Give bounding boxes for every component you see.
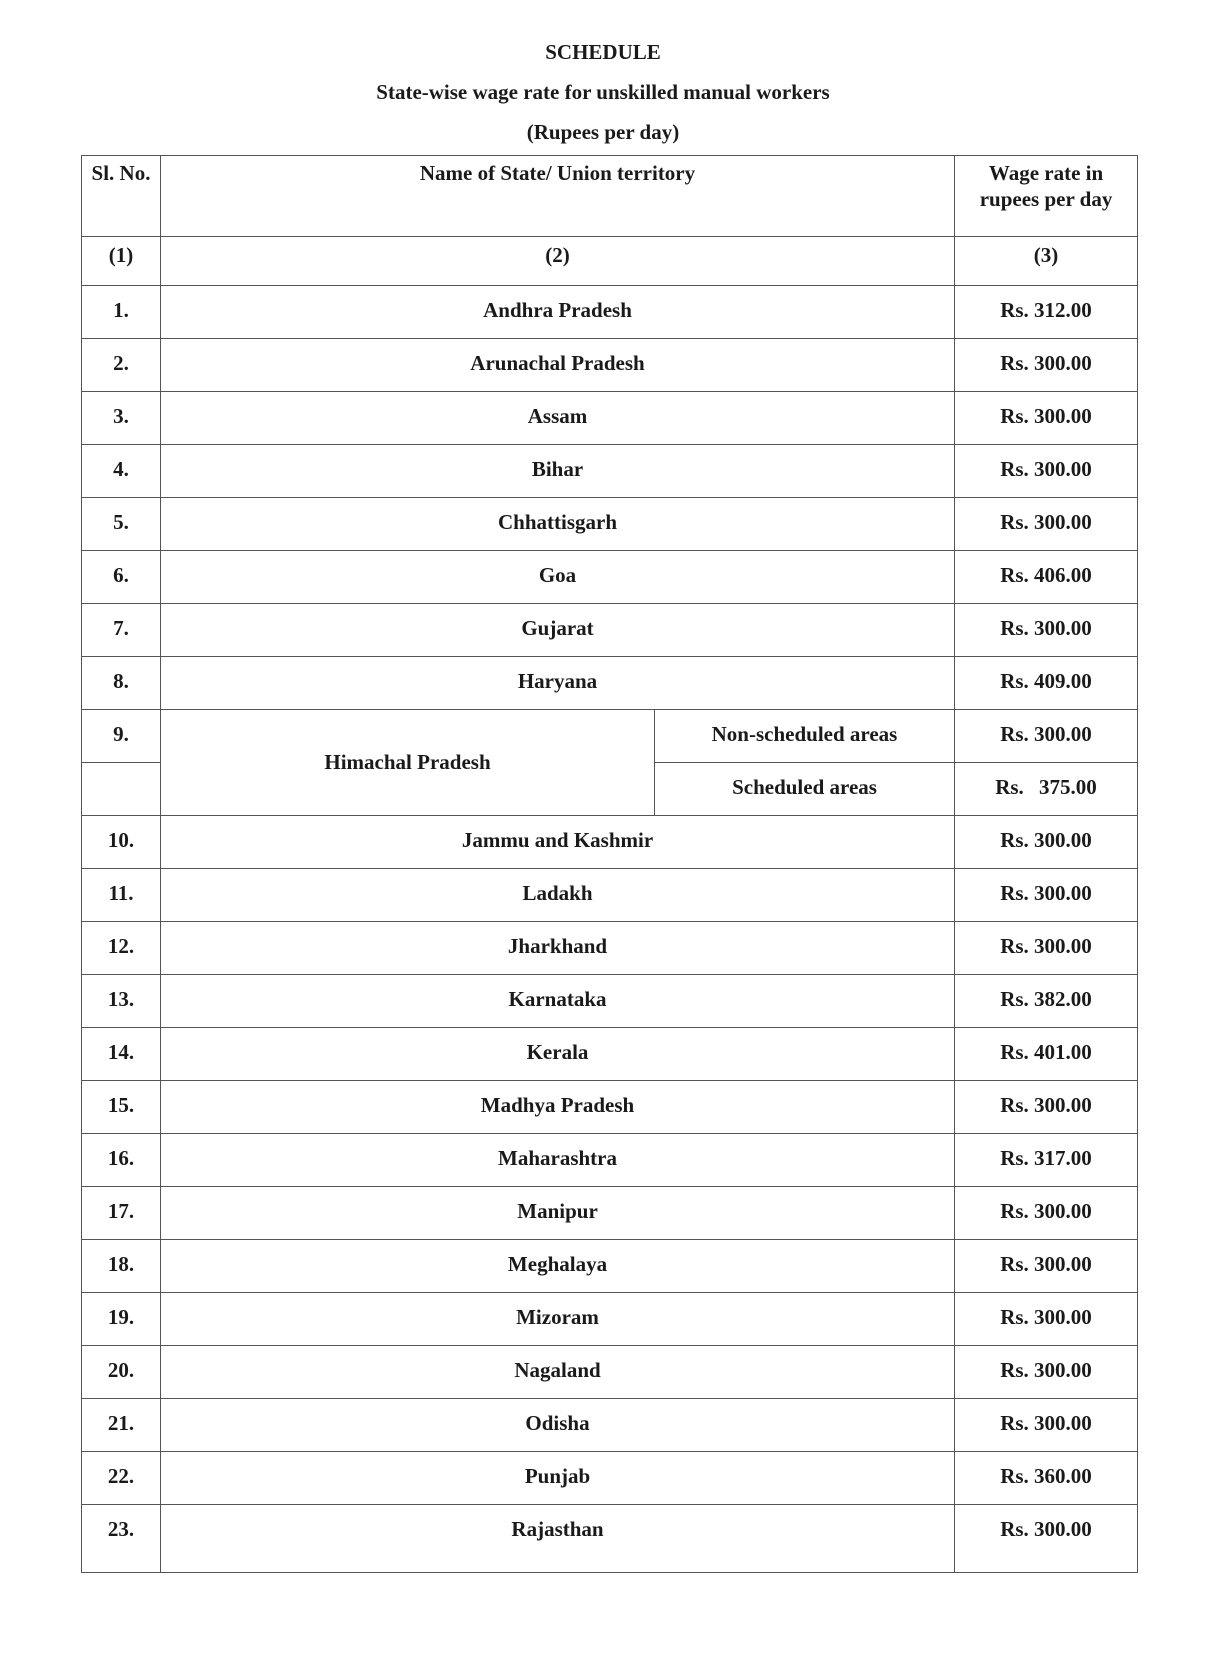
wage-rate-cell: Rs. 300.00 <box>955 1187 1138 1240</box>
column-number: (2) <box>161 237 955 286</box>
serial-number-cell <box>82 763 161 816</box>
wage-rate-cell: Rs. 300.00 <box>955 498 1138 551</box>
wage-rate-cell: Rs. 300.00 <box>955 922 1138 975</box>
state-name-cell: Ladakh <box>161 869 955 922</box>
area-type-cell: Non-scheduled areas <box>655 710 955 763</box>
table-row <box>82 498 1138 551</box>
state-name-cell: Karnataka <box>161 975 955 1028</box>
wage-rate-cell: Rs. 375.00 <box>955 763 1138 816</box>
serial-number-cell: 11. <box>82 869 161 922</box>
state-name-cell: Punjab <box>161 1452 955 1505</box>
serial-number-cell: 19. <box>82 1293 161 1346</box>
table-row <box>82 551 1138 604</box>
state-name-cell: Bihar <box>161 445 955 498</box>
state-name-cell: Chhattisgarh <box>161 498 955 551</box>
table-row <box>82 1346 1138 1399</box>
wage-rate-cell: Rs. 300.00 <box>955 869 1138 922</box>
state-name-cell: Jharkhand <box>161 922 955 975</box>
header-wage-rate: Wage rate in rupees per day <box>955 156 1138 237</box>
header-sl-no: Sl. No. <box>82 156 161 237</box>
table-row <box>82 1028 1138 1081</box>
state-name-cell: Arunachal Pradesh <box>161 339 955 392</box>
state-name-cell: Odisha <box>161 1399 955 1452</box>
state-name-cell: Jammu and Kashmir <box>161 816 955 869</box>
serial-number-cell: 7. <box>82 604 161 657</box>
table-header-row <box>82 156 1138 237</box>
state-name-cell: Andhra Pradesh <box>161 286 955 339</box>
serial-number-cell: 23. <box>82 1505 161 1573</box>
table-row <box>82 286 1138 339</box>
serial-number-cell: 17. <box>82 1187 161 1240</box>
serial-number-cell: 1. <box>82 286 161 339</box>
table-row <box>82 1399 1138 1452</box>
column-number-row <box>82 237 1138 286</box>
wage-rate-cell: Rs. 300.00 <box>955 816 1138 869</box>
wage-rate-cell: Rs. 406.00 <box>955 551 1138 604</box>
serial-number-cell: 13. <box>82 975 161 1028</box>
serial-number-cell: 12. <box>82 922 161 975</box>
header-state-name: Name of State/ Union territory <box>161 156 955 237</box>
table-row <box>82 657 1138 710</box>
table-row <box>82 869 1138 922</box>
state-name-cell: Haryana <box>161 657 955 710</box>
wage-rate-table <box>81 155 1138 1573</box>
serial-number-cell: 9. <box>82 710 161 763</box>
wage-rate-cell: Rs. 300.00 <box>955 392 1138 445</box>
serial-number-cell: 21. <box>82 1399 161 1452</box>
table-row <box>82 1293 1138 1346</box>
wage-rate-cell: Rs. 312.00 <box>955 286 1138 339</box>
wage-rate-cell: Rs. 300.00 <box>955 710 1138 763</box>
table-row <box>82 1134 1138 1187</box>
wage-rate-cell: Rs. 300.00 <box>955 445 1138 498</box>
table-row <box>82 975 1138 1028</box>
wage-rate-cell: Rs. 317.00 <box>955 1134 1138 1187</box>
column-number: (1) <box>82 237 161 286</box>
serial-number-cell: 14. <box>82 1028 161 1081</box>
serial-number-cell: 15. <box>82 1081 161 1134</box>
table-row <box>82 1452 1138 1505</box>
state-name-cell: Manipur <box>161 1187 955 1240</box>
wage-rate-cell: Rs. 300.00 <box>955 1505 1138 1573</box>
schedule-title: SCHEDULE <box>545 40 661 64</box>
serial-number-cell: 6. <box>82 551 161 604</box>
wage-rate-cell: Rs. 300.00 <box>955 1081 1138 1134</box>
serial-number-cell: 18. <box>82 1240 161 1293</box>
serial-number-cell: 4. <box>82 445 161 498</box>
state-name-cell: Goa <box>161 551 955 604</box>
serial-number-cell: 3. <box>82 392 161 445</box>
wage-rate-cell: Rs. 300.00 <box>955 1240 1138 1293</box>
state-name-cell: Assam <box>161 392 955 445</box>
state-name-cell: Mizoram <box>161 1293 955 1346</box>
wage-rate-cell: Rs. 409.00 <box>955 657 1138 710</box>
wage-rate-cell: Rs. 300.00 <box>955 604 1138 657</box>
table-row <box>82 604 1138 657</box>
state-name-cell: Kerala <box>161 1028 955 1081</box>
wage-rate-cell: Rs. 360.00 <box>955 1452 1138 1505</box>
serial-number-cell: 20. <box>82 1346 161 1399</box>
area-type-cell: Scheduled areas <box>655 763 955 816</box>
state-name-cell: Nagaland <box>161 1346 955 1399</box>
serial-number-cell: 22. <box>82 1452 161 1505</box>
table-row <box>82 1240 1138 1293</box>
state-name-cell: Meghalaya <box>161 1240 955 1293</box>
wage-rate-cell: Rs. 300.00 <box>955 1399 1138 1452</box>
serial-number-cell: 2. <box>82 339 161 392</box>
wage-rate-cell: Rs. 382.00 <box>955 975 1138 1028</box>
serial-number-cell: 10. <box>82 816 161 869</box>
state-name-cell: Maharashtra <box>161 1134 955 1187</box>
serial-number-cell: 16. <box>82 1134 161 1187</box>
table-row <box>82 445 1138 498</box>
table-row <box>82 816 1138 869</box>
wage-rate-cell: Rs. 401.00 <box>955 1028 1138 1081</box>
state-name-cell: Madhya Pradesh <box>161 1081 955 1134</box>
column-number: (3) <box>955 237 1138 286</box>
table-row <box>82 1081 1138 1134</box>
table-row <box>82 1505 1138 1573</box>
state-name-cell: Himachal Pradesh <box>161 710 655 816</box>
schedule-subtitle: State-wise wage rate for unskilled manual workers <box>376 80 830 104</box>
wage-rate-cell: Rs. 300.00 <box>955 1346 1138 1399</box>
table-row <box>82 339 1138 392</box>
serial-number-cell: 8. <box>82 657 161 710</box>
state-name-cell: Gujarat <box>161 604 955 657</box>
wage-rate-cell: Rs. 300.00 <box>955 1293 1138 1346</box>
table-row <box>82 392 1138 445</box>
table-row <box>82 1187 1138 1240</box>
schedule-units: (Rupees per day) <box>526 120 680 144</box>
state-name-cell: Rajasthan <box>161 1505 955 1573</box>
table-row <box>82 710 1138 763</box>
table-row <box>82 922 1138 975</box>
wage-rate-cell: Rs. 300.00 <box>955 339 1138 392</box>
serial-number-cell: 5. <box>82 498 161 551</box>
